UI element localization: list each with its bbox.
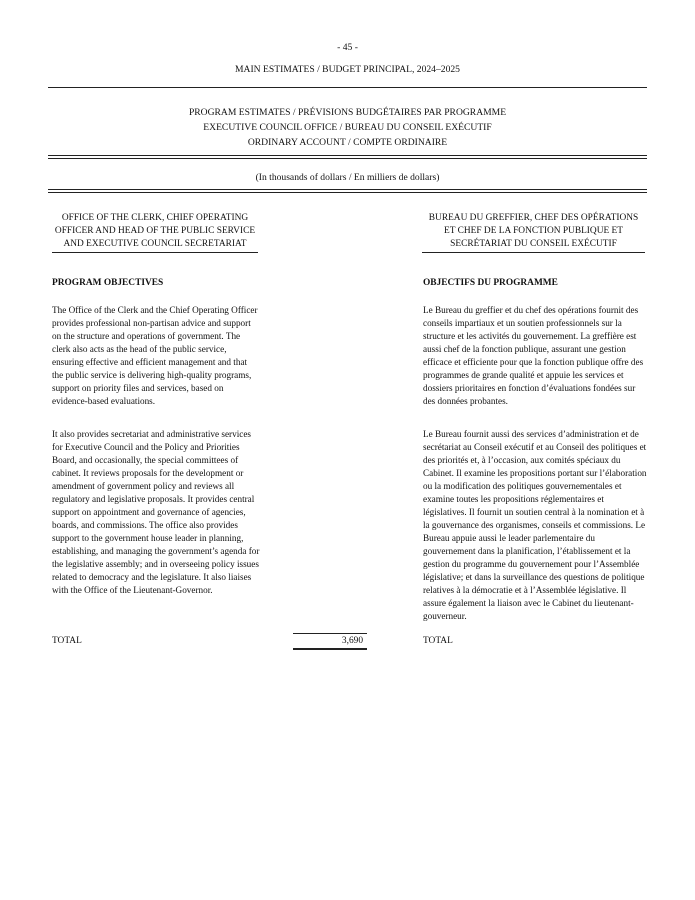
total-label-french: TOTAL bbox=[423, 636, 453, 646]
objectives-heading-english: PROGRAM OBJECTIVES bbox=[52, 278, 164, 288]
total-label-english: TOTAL bbox=[52, 636, 82, 646]
running-header: MAIN ESTIMATES / BUDGET PRINCIPAL, 2024–2025 bbox=[235, 64, 460, 75]
objectives-paragraph-1-french: Le Bureau du greffier et du chef des opérations fournit des conseils impartiaux et un soutien professionnels sur la structure et les activités du gouvernement. La greffière est aussi chef de la fonction publique, assurant une gestion efficace et efficiente pour que la fonction publique offre des programmes de grande qualité et appuie les services et dossiers prioritaires en fonction d’évaluations fondées sur des données probantes. bbox=[423, 305, 644, 406]
header-rule bbox=[48, 87, 647, 88]
objectives-paragraph-1-english: The Office of the Clerk and the Chief Operating Officer provides professional non-partisan advice and support on the structure and operations of government. The clerk also acts as the head of the public service, ensuring effective and efficient management and that the public service is delivering high-quality programs, support on priority files and services, based on evidence-based evaluations. bbox=[52, 305, 258, 406]
header-ministry: EXECUTIVE COUNCIL OFFICE / BUREAU DU CONSEIL EXÉCUTIF bbox=[203, 122, 492, 133]
header-units: (In thousands of dollars / En milliers de dollars) bbox=[255, 172, 440, 183]
program-title-english: OFFICE OF THE CLERK, CHIEF OPERATING OFFICER AND HEAD OF THE PUBLIC SERVICE AND EXECUTIVE COUNCIL SECRETARIAT bbox=[52, 212, 258, 253]
program-title-french: BUREAU DU GREFFIER, CHEF DES OPÉRATIONS ET CHEF DE LA FONCTION PUBLIQUE ET SECRÉTARIAT DU CONSEIL EXÉCUTIF bbox=[422, 212, 645, 253]
header-double-rule-bottom bbox=[48, 189, 647, 193]
header-account: ORDINARY ACCOUNT / COMPTE ORDINAIRE bbox=[247, 137, 448, 148]
header-program-estimates: PROGRAM ESTIMATES / PRÉVISIONS BUDGÉTAIRES PAR PROGRAMME bbox=[188, 107, 507, 118]
page-number: - 45 - bbox=[337, 42, 358, 53]
total-value: 3,690 bbox=[341, 636, 363, 646]
header-double-rule-top bbox=[48, 155, 647, 159]
objectives-heading-french: OBJECTIFS DU PROGRAMME bbox=[423, 278, 558, 288]
objectives-paragraph-2-english: It also provides secretariat and administrative services for Executive Council and the Policy and Priorities Board, and occasionally, the special committees of cabinet. It reviews proposals for the development or amendment of government policy and reviews all regulatory and legislative proposals. It provides central support on appointment and governance of agencies, boards, and commissions. The office also provides support to the government house leader in planning, establishing, and managing the government’s agenda for the legislative assembly; and in overseeing policy issues related to democracy and the legislature. It also liaises with the Office of the Lieutenant-Governor. bbox=[52, 429, 260, 595]
objectives-paragraph-2-french: Le Bureau fournit aussi des services d’administration et de secrétariat au Conseil exécutif et au Conseil des politiques et des priorités et, à l’occasion, aux comités spéciaux du Cabinet. Il examine les propositions portant sur l’élaboration ou la modification des politiques gouvernementales et examine toutes les propositions réglementaires et législatives. Il fournit un soutien central à la nomination et à la gouvernance des organismes, conseils et commissions. Le Bureau appuie aussi le leader parlementaire du gouvernement dans la planification, l’établissement et la gestion du programme du gouvernement pour l’Assemblée législative; et dans la surveillance des questions de politique relatives à la démocratie et à l’Assemblée législative. Il assure également la liaison avec le Cabinet du lieutenant-gouverneur. bbox=[423, 429, 647, 621]
